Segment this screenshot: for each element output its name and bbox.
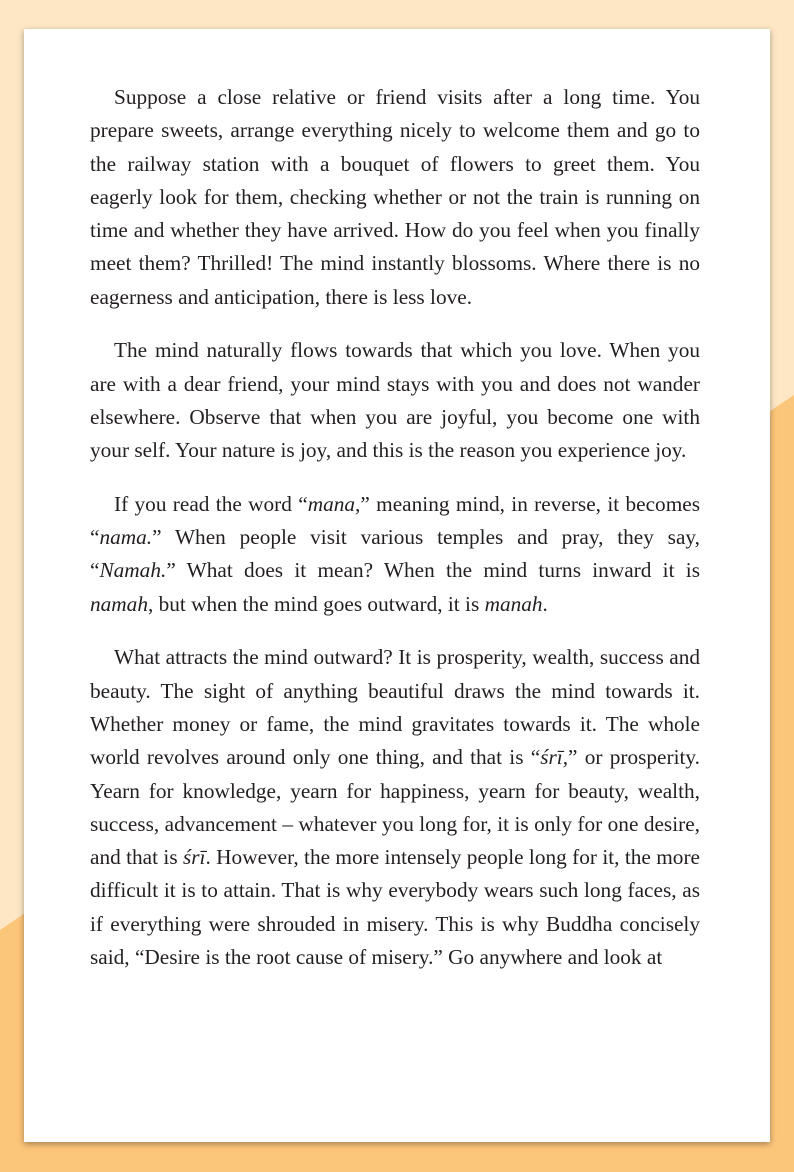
- paragraph-2: [90, 334, 700, 467]
- italic-term: namah: [90, 591, 148, 616]
- text-run: ” What does it mean? When the mind turns inward it is: [166, 558, 700, 583]
- book-page: [24, 29, 770, 1142]
- text-run: . However, the more intensely people long for it, the more difficult it is to attain. That is why everybody wears such long faces, as if everything were shrouded in misery. This is why Buddha concisely said, “Desire is the root cause of misery.” Go anywhere and look at: [90, 845, 700, 970]
- text-run: What attracts the mind outward? It is prosperity, wealth, success and beauty. The sight of anything beautiful draws the mind towards it. Whether money or fame, the mind gravitates towards it. The whole world revolves around only one thing, and that is “: [90, 645, 700, 770]
- italic-term: Namah.: [99, 558, 167, 583]
- text-run: The mind naturally flows towards that which you love. When you are with a dear friend, your mind stays with you and does not wander elsewhere. Observe that when you are joyful, you become one with your self. Your nature is joy, and this is the reason you experience joy.: [90, 338, 700, 463]
- italic-term: mana,: [307, 491, 361, 516]
- italic-term: manah: [484, 591, 543, 616]
- paragraph-4: [90, 641, 700, 974]
- text-run: , but when the mind goes outward, it is: [147, 591, 485, 616]
- page-body-text: [90, 81, 700, 995]
- paragraph-3: [90, 488, 700, 621]
- text-run: ” or prosperity. Yearn for knowledge, yearn for happiness, yearn for beauty, wealth, success, advancement – whatever you long for, it is only for one desire, and that is: [90, 745, 700, 870]
- italic-term: śrī: [182, 845, 206, 870]
- text-run: ” When people visit various temples and pray, they say, “: [90, 525, 700, 583]
- italic-term: śrī,: [540, 745, 569, 770]
- text-run: ” meaning mind, in reverse, it becomes “: [90, 491, 701, 550]
- italic-term: nama.: [99, 525, 153, 550]
- text-run: .: [542, 591, 548, 616]
- paragraph-1: [90, 81, 700, 314]
- text-run: If you read the word “: [114, 491, 308, 516]
- text-run: Suppose a close relative or friend visits after a long time. You prepare sweets, arrange everything nicely to welcome them and go to the railway station with a bouquet of flowers to greet them. You eagerly look for them, checking whether or not the train is running on time and whether they have arrived. How do you feel when you finally meet them? Thrilled! The mind instantly blossoms. Where there is no eagerness and anticipation, there is less love.: [90, 85, 700, 309]
